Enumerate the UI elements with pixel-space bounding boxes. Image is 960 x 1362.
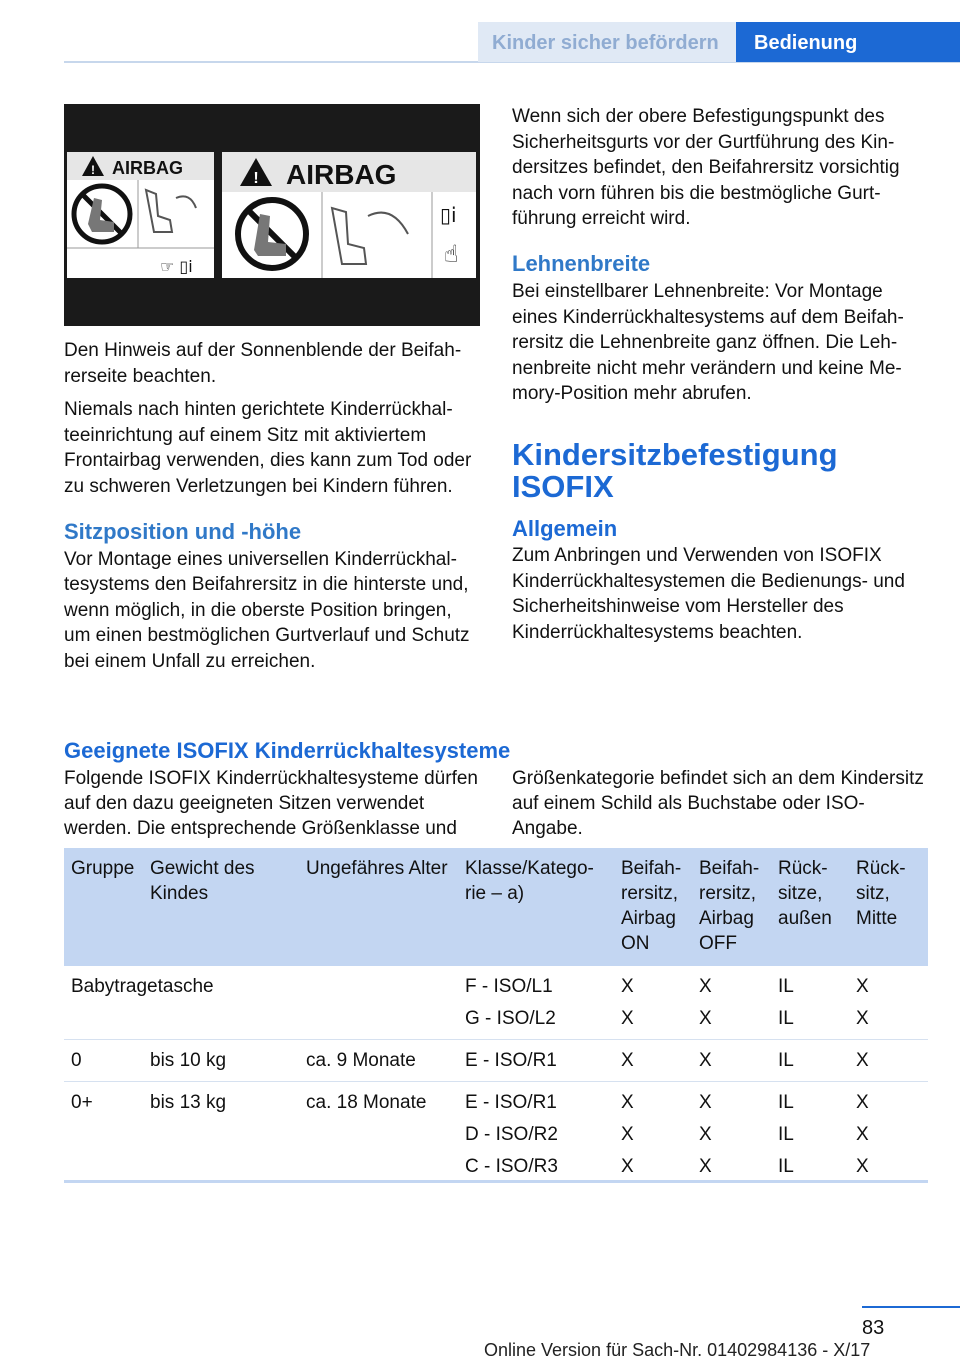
cell-on: X X	[614, 966, 692, 1040]
svg-text:!: !	[91, 163, 95, 177]
col-header-group: Gruppe	[64, 848, 143, 966]
cell-weight: bis 10 kg	[143, 1040, 299, 1082]
col-header-rear-middle: Rücksitz, Mitte	[849, 848, 928, 966]
cell-group: 0	[64, 1040, 143, 1082]
cell-class: E - ISO/R1 D - ISO/R2 C - ISO/R3	[465, 1092, 558, 1177]
seat-position-text: Vor Montage eines universellen Kinderrückhaltesystems den Beifahrersitz in die hinterste und, wenn möglich, in die oberste Position bringen, um einen bestmöglichen Gurtverlauf und Schutz bei einem Unfall zu erreichen.	[64, 548, 470, 672]
airbag-warning-figure	[64, 104, 480, 326]
hand-icon: ☝	[444, 240, 459, 268]
general-heading: Allgemein	[512, 515, 618, 541]
header-chapter-label: Bedienung	[754, 32, 858, 54]
cell-age: ca. 18 Monate	[306, 1092, 427, 1113]
table-row	[64, 1040, 928, 1082]
header-section-tab	[478, 22, 736, 62]
cell-middle: X	[849, 1040, 928, 1082]
sun-visor-note: Den Hinweis auf der Sonnenblende der Beifahrerseite beachten.	[64, 340, 462, 387]
backrest-width-heading: Lehnenbreite	[512, 250, 651, 276]
header-chapter-tab	[736, 22, 960, 62]
table-row	[64, 966, 928, 1040]
cell-weight: bis 13 kg	[150, 1092, 227, 1113]
cell-outer: IL	[771, 1040, 849, 1082]
belt-guide-text: Wenn sich der obere Befestigungspunkt des Sicherheitsgurts vor der Gurtführung des Kindersitzes befindet, den Beifahrersitz vorsichtig nach vorn führen bis die bestmögliche Gurtführung erreicht wird.	[512, 106, 900, 230]
page-number-rule	[862, 1306, 960, 1308]
cell-class: E - ISO/R1	[458, 1040, 614, 1082]
cell-group: Babytragetasche	[64, 966, 458, 1040]
online-version-note: Online Version für Sach-Nr. 01402984136 - X/17	[484, 1340, 871, 1360]
manual-icon: ▯i	[440, 203, 457, 227]
backrest-width-text: Bei einstellbarer Lehnenbreite: Vor Montage eines Kinderrückhaltesystems auf dem Beifahrersitz die Lehnenbreite ganz öffnen. Die Lehnenbreite nicht mehr verändern und keine Memory-Position mehr abrufen.	[512, 280, 904, 405]
col-header-rear-outer: Rücksitze, außen	[771, 848, 849, 966]
isofix-heading: Kindersitzbefestigung ISOFIX	[512, 436, 838, 504]
col-header-class: Klasse/Kategorie – a)	[458, 848, 614, 966]
col-header-age: Ungefähres Alter	[299, 848, 458, 966]
col-header-passenger-on: Beifahrersitz, Airbag ON	[614, 848, 692, 966]
right-column	[512, 104, 932, 653]
left-column	[64, 338, 480, 683]
cell-off: X X	[692, 966, 771, 1040]
pointing-hand-icon: ☞ ▯i	[160, 257, 193, 276]
svg-text:!: !	[253, 170, 259, 187]
isofix-general-text: Zum Anbringen und Verwenden von ISOFIX Kinderrückhaltesystemen die Bedienungs- und Sicherheitshinweise vom Hersteller des Kinderrückhaltesystems beachten.	[512, 544, 905, 643]
rear-facing-warning: Niemals nach hinten gerichtete Kinderrückhalteeinrichtung auf einem Sitz mit aktiviertem Frontairbag verwenden, dies kann zum Tod oder zu schweren Verletzungen bei Kindern führen.	[64, 399, 472, 497]
cell-age: ca. 9 Monate	[299, 1040, 458, 1082]
header-section-label: Kinder sicher befördern	[492, 32, 719, 54]
seat-position-heading: Sitzposition und -höhe	[64, 518, 302, 544]
cell-outer: IL IL	[771, 966, 849, 1040]
cell-group: 0+	[71, 1092, 93, 1113]
cell-on: X X X	[621, 1092, 634, 1177]
page-number: 83	[862, 1317, 885, 1339]
airbag-warning-label-image	[64, 104, 480, 326]
large-label-airbag-text: AIRBAG	[286, 159, 397, 190]
cell-middle: X X X	[856, 1092, 869, 1177]
cell-middle: X X	[849, 966, 928, 1040]
suitable-isofix-text-right: Größenkategorie befindet sich an dem Kindersitz auf einem Schild als Buchstabe oder ISO-Angabe.	[512, 768, 924, 839]
cell-class: F - ISO/L1 G - ISO/L2	[458, 966, 614, 1040]
suitable-isofix-text-left: Folgende ISOFIX Kinderrückhaltesysteme dürfen auf den dazu geeigneten Sitzen verwendet werden. Die entsprechende Größenklasse und	[64, 768, 478, 839]
small-label-airbag-text: AIRBAG	[112, 158, 183, 178]
cell-outer: IL IL IL	[778, 1092, 794, 1177]
table-header-row	[64, 848, 928, 966]
table-bottom-rule	[64, 1180, 928, 1183]
col-header-weight: Gewicht des Kindes	[143, 848, 299, 966]
isofix-table	[64, 848, 928, 1187]
col-header-passenger-off: Beifahrersitz, Airbag OFF	[692, 848, 771, 966]
cell-on: X	[614, 1040, 692, 1082]
cell-off: X	[692, 1040, 771, 1082]
suitable-isofix-heading: Geeignete ISOFIX Kinderrückhaltesysteme	[64, 738, 511, 763]
cell-off: X X X	[699, 1092, 712, 1177]
table-row	[64, 1082, 928, 1188]
